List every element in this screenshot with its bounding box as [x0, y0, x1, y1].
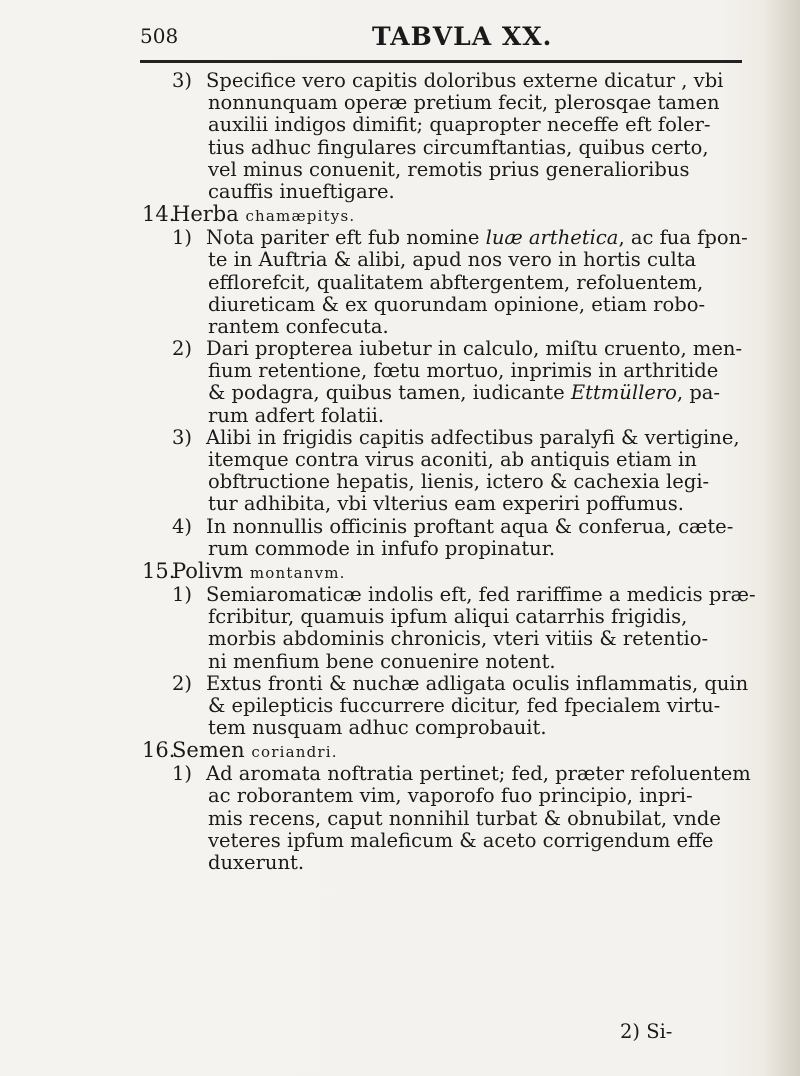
line-text: itemque contra virus aconiti, ab antiquis etiam in	[208, 448, 697, 471]
text-line	[140, 137, 780, 159]
text-line	[140, 785, 780, 807]
item-number: 1)	[172, 582, 193, 606]
line-text-tail: , pa-	[676, 381, 721, 405]
header-rule	[140, 60, 742, 63]
line-text: mis recens, caput nonnihil turbat & obnubilat, vnde	[208, 806, 721, 830]
text-line	[140, 159, 780, 181]
text-line	[140, 382, 780, 404]
heading-small-caps: coriandri.	[251, 743, 338, 762]
page-body	[140, 70, 780, 874]
text-line	[140, 673, 780, 695]
line-text: & podagra, quibus tamen, iudicante	[208, 381, 571, 405]
text-line	[140, 606, 780, 628]
item-number: 1)	[172, 762, 193, 786]
text-line	[140, 92, 780, 114]
item-number: 2)	[172, 337, 193, 361]
page-number: 508	[140, 24, 179, 48]
item-number: 4)	[172, 514, 193, 538]
text-line	[140, 516, 780, 538]
item-number: 1)	[172, 226, 193, 250]
line-text: Specifice vero capitis doloribus externe dicatur , vbi	[206, 69, 724, 92]
line-text: morbis abdominis chronicis, vteri vitiis & retentio-	[208, 627, 709, 651]
line-text: Alibi in frigidis capitis adfectibus paralyfi & vertigine,	[206, 425, 740, 449]
line-text: diureticam & ex quorundam opinione, etiam robo-	[208, 292, 706, 316]
line-text: fium retentione, fœtu mortuo, inprimis in arthritide	[208, 359, 719, 383]
heading-small-caps: chamæpitys.	[245, 207, 356, 226]
item-number: 3)	[172, 69, 193, 92]
text-line	[140, 830, 780, 852]
catchword: 2) Si-	[620, 1020, 673, 1043]
text-line	[140, 651, 780, 673]
text-line	[140, 227, 780, 249]
line-text: rantem confecuta.	[208, 314, 389, 338]
heading-initial-word: Polivm	[172, 558, 244, 583]
line-text: nonnunquam operæ pretium fecit, plerosqae tamen	[208, 91, 720, 115]
line-text: Semiaromaticæ indolis eft, fed rariffime a medicis præ-	[206, 582, 756, 606]
text-line	[140, 427, 780, 449]
line-text: tur adhibita, vbi vlterius eam experiri poffumus.	[208, 492, 684, 516]
line-text: rum commode in infufo propinatur.	[208, 536, 556, 560]
text-line	[140, 294, 780, 316]
line-text: In nonnullis officinis proftant aqua & conferua, cæte-	[206, 514, 734, 538]
line-text: tem nusquam adhuc comprobauit.	[208, 716, 547, 740]
line-text: cauffis inueftigare.	[208, 179, 395, 203]
text-line	[140, 360, 780, 382]
text-line	[140, 316, 780, 338]
item-number: 3)	[172, 425, 193, 449]
line-text: obftructione hepatis, lienis, ictero & cachexia legi-	[208, 470, 710, 494]
text-line	[140, 70, 780, 92]
section-number: 15.	[142, 558, 176, 583]
text-line	[140, 628, 780, 650]
text-line	[140, 493, 780, 515]
italic-name: Ettmüllero	[570, 381, 677, 405]
text-line	[140, 695, 780, 717]
text-line	[140, 763, 780, 785]
page-header	[140, 22, 740, 58]
line-text: rum adfert folatii.	[208, 403, 385, 427]
line-text: veteres ipfum maleficum & aceto corrigendum effe	[208, 828, 714, 852]
line-text: tius adhuc fingulares circumftantias, quibus certo,	[208, 135, 709, 159]
line-text: fcribitur, quamuis ipfum aliqui catarrhis frigidis,	[208, 605, 688, 629]
heading-initial-word: Semen	[172, 738, 245, 763]
text-line	[140, 181, 780, 203]
text-line	[140, 538, 780, 560]
text-line	[140, 249, 780, 271]
italic-name: luæ arthetica	[485, 226, 619, 250]
text-line	[140, 114, 780, 136]
heading-small-caps: montanvm.	[249, 563, 346, 582]
line-text: ac roborantem vim, vaporofo fuo principio, inpri-	[208, 784, 693, 808]
line-text: efflorefcit, qualitatem abftergentem, refoluentem,	[208, 270, 704, 294]
text-line	[140, 584, 780, 606]
section-heading	[140, 203, 780, 227]
text-line	[140, 338, 780, 360]
text-line	[140, 405, 780, 427]
line-text: Extus fronti & nuchæ adligata oculis inflammatis, quin	[206, 671, 749, 695]
text-line	[140, 808, 780, 830]
text-line	[140, 471, 780, 493]
line-text: & epilepticis fuccurrere dicitur, fed fpecialem virtu-	[208, 693, 721, 717]
item-number: 2)	[172, 671, 193, 695]
section-heading	[140, 739, 780, 763]
line-text-tail: , ac fua fpon-	[618, 226, 748, 250]
text-line	[140, 852, 780, 874]
running-title: TABVLA XX.	[372, 22, 553, 51]
section-number: 14.	[142, 202, 176, 227]
line-text: vel minus conuenit, remotis prius generalioribus	[208, 157, 690, 181]
line-text: Ad aromata noftratia pertinet; fed, præter refoluentem	[206, 762, 751, 786]
section-number: 16.	[142, 738, 176, 763]
line-text: auxilii indigos dimifit; quapropter neceffe eft foler-	[208, 113, 711, 137]
section-heading	[140, 560, 780, 584]
line-text: duxerunt.	[208, 851, 305, 874]
line-text: te in Auftria & alibi, apud nos vero in hortis culta	[208, 248, 697, 272]
text-line	[140, 272, 780, 294]
text-line	[140, 449, 780, 471]
text-line	[140, 717, 780, 739]
heading-initial-word: Herba	[172, 202, 239, 227]
line-text: Nota pariter eft fub nomine	[206, 226, 486, 250]
line-text: Dari propterea iubetur in calculo, miſtu cruento, men-	[206, 337, 743, 361]
line-text: ni menfium bene conuenire notent.	[208, 649, 556, 673]
